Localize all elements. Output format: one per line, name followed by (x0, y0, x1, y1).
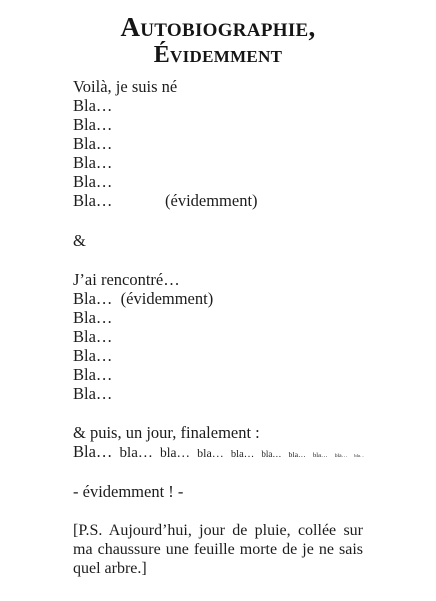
bla-trail-word: bla… (230, 449, 255, 460)
stanza1-bla-3: Bla… (73, 134, 113, 153)
bla-trail-word: Bla… (73, 442, 113, 461)
stanza2-bla-1: Bla… (73, 308, 113, 327)
bla-trail-word: bla… (119, 445, 153, 461)
bla-trail-word: bla… (334, 453, 348, 459)
exclamation-line: - évidemment ! - (73, 482, 184, 501)
stanza2-bla-2: Bla… (73, 327, 113, 346)
bla-trail (73, 442, 365, 466)
stanza2-first-line: J’ai rencontré… (73, 270, 180, 289)
stanza1-first-line: Voilà, je suis né (73, 77, 178, 96)
bla-trail-word: bla… (312, 452, 328, 459)
bla-trail-word: bla… (197, 446, 224, 460)
stanza1-bla-5: Bla… (73, 172, 113, 191)
bla-trail-word: bla… (288, 450, 306, 459)
stanza2-second-line: Bla… (évidemment) (73, 289, 214, 308)
title-line-1: Autobiographie, (120, 12, 316, 42)
stanza2-bla-3: Bla… (73, 346, 113, 365)
stanza3-first-line: & puis, un jour, finalement : (73, 423, 260, 442)
stanza1-bla-6: Bla… (73, 191, 113, 210)
stanza2-bla-4: Bla… (73, 365, 113, 384)
stanza1-aside: (évidemment) (165, 191, 258, 210)
ampersand: & (73, 231, 86, 250)
stanza1-bla-2: Bla… (73, 115, 113, 134)
stanza1-bla-4: Bla… (73, 153, 113, 172)
stanza1-bla-1: Bla… (73, 96, 113, 115)
bla-trail-word: bla… (261, 449, 282, 459)
bla-trail-word: bla… (354, 453, 365, 458)
title-line-2: Évidemment (153, 42, 283, 68)
bla-trail-word: bla… (160, 445, 190, 460)
stanza2-bla-5: Bla… (73, 384, 113, 403)
postscript-paragraph: [P.S. Aujourd’hui, jour de pluie, collée sur ma chaussure une feuille morte de je ne sais quel arbre.] (73, 522, 363, 577)
